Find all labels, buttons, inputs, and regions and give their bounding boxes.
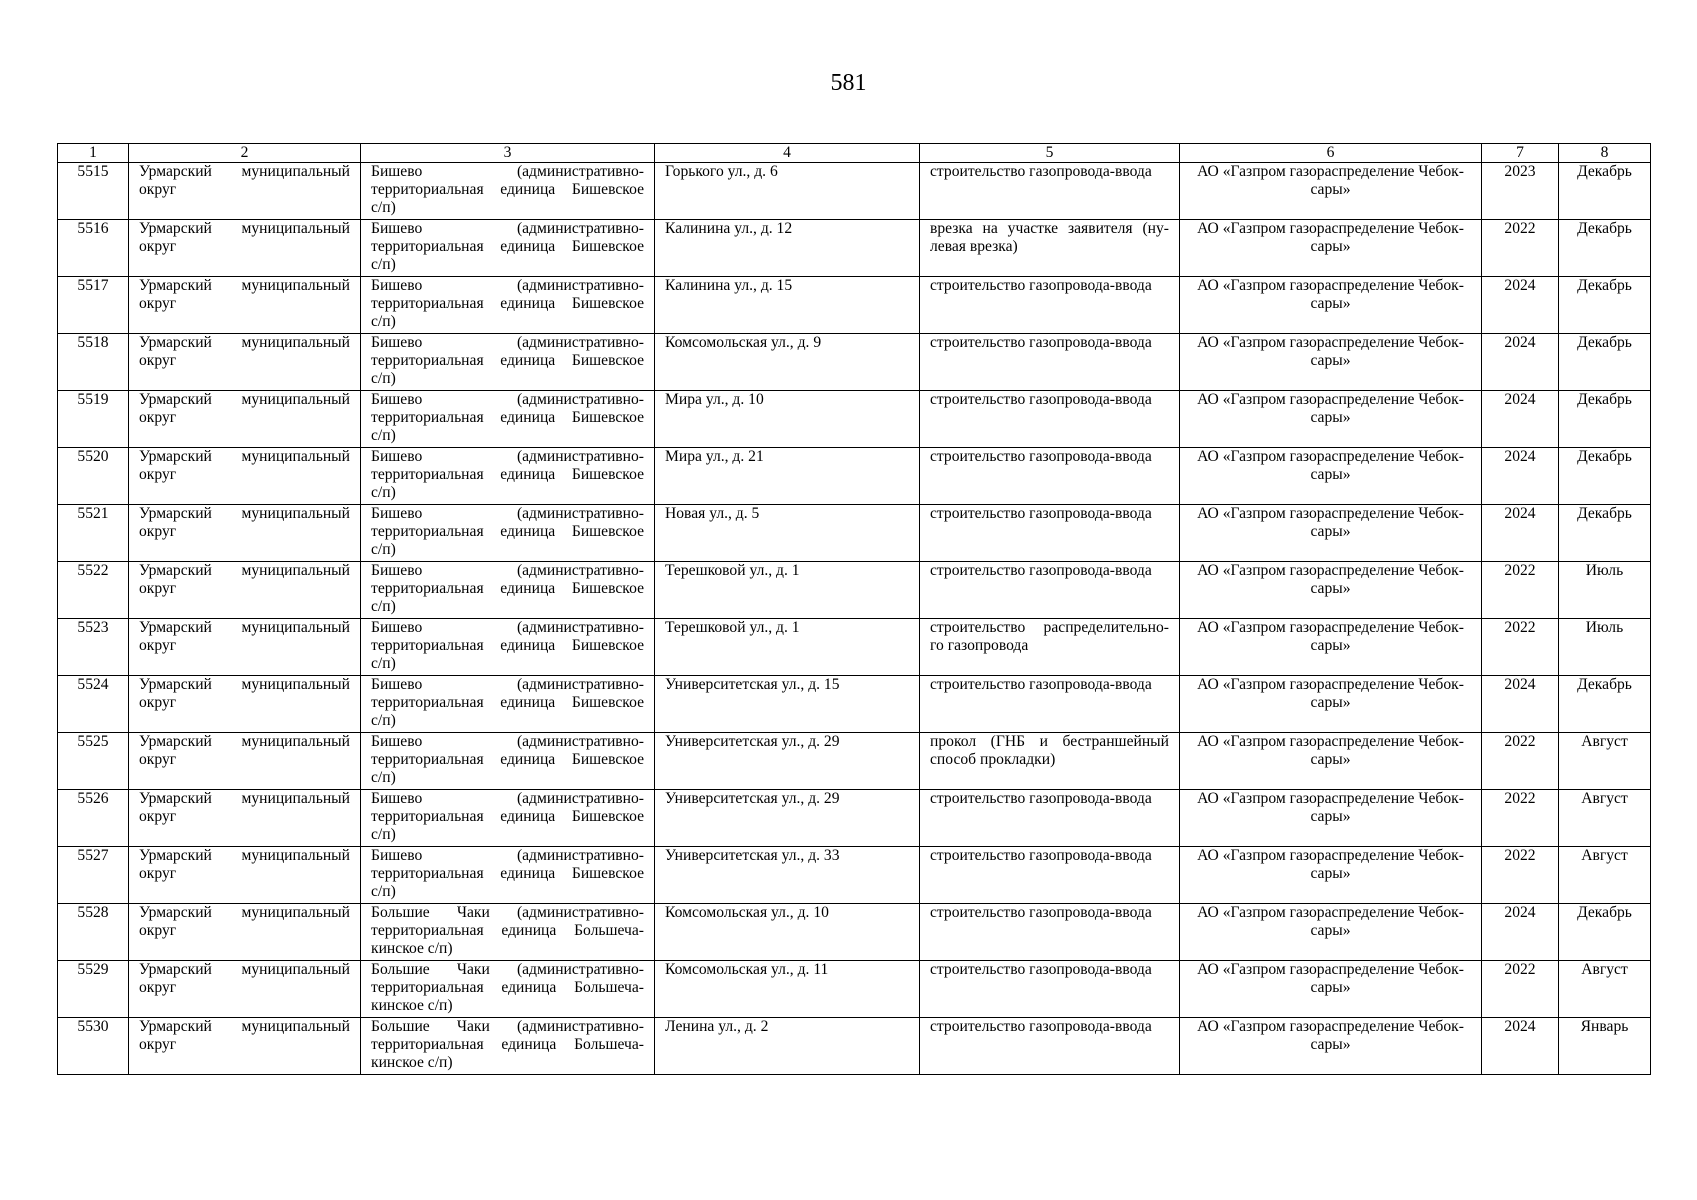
work-type-cell [920,277,1180,334]
settlement-cell [361,562,655,619]
register-table [57,143,1651,1075]
district-line: округ [139,523,177,540]
address-cell: Комсомольская ул., д. 11 [655,961,920,1018]
work-type-line: строительство газопровода-ввода [930,562,1152,579]
settlement-cell [361,1018,655,1075]
settlement-line: территориальная единица Бишевское [371,295,644,312]
year-cell: 2022 [1482,733,1559,790]
settlement-line: с/п) [371,541,396,558]
settlement-cell [361,790,655,847]
organization-line: сары» [1310,979,1351,996]
settlement-line: Бишево (административно- [371,391,644,408]
table-row [58,163,1651,220]
district-line: Урмарский муниципальный [139,505,350,522]
year-cell: 2022 [1482,619,1559,676]
year-cell: 2023 [1482,163,1559,220]
settlement-line: с/п) [371,883,396,900]
settlement-line: кинское с/п) [371,940,453,957]
district-line: округ [139,1036,177,1053]
month-cell: Декабрь [1559,448,1651,505]
row-number: 5527 [58,847,129,904]
table-row [58,676,1651,733]
year-cell: 2024 [1482,334,1559,391]
district-cell [129,220,361,277]
table-row [58,562,1651,619]
district-line: округ [139,352,177,369]
month-cell: Декабрь [1559,676,1651,733]
address-cell: Калинина ул., д. 15 [655,277,920,334]
month-cell: Август [1559,733,1651,790]
address-cell: Мира ул., д. 10 [655,391,920,448]
year-cell: 2024 [1482,676,1559,733]
settlement-line: с/п) [371,199,396,216]
district-cell [129,448,361,505]
organization-line: сары» [1310,295,1351,312]
month-cell: Август [1559,961,1651,1018]
district-cell [129,904,361,961]
organization-cell [1180,790,1482,847]
district-line: Урмарский муниципальный [139,163,350,180]
settlement-cell [361,220,655,277]
settlement-cell [361,334,655,391]
row-number: 5519 [58,391,129,448]
settlement-line: Бишево (административно- [371,163,644,180]
row-number: 5526 [58,790,129,847]
work-type-cell [920,676,1180,733]
work-type-cell [920,448,1180,505]
table-row [58,733,1651,790]
month-cell: Декабрь [1559,277,1651,334]
settlement-line: с/п) [371,826,396,843]
settlement-line: с/п) [371,427,396,444]
year-cell: 2024 [1482,391,1559,448]
work-type-line: строительство газопровода-ввода [930,277,1152,294]
work-type-line: строительство газопровода-ввода [930,961,1152,978]
organization-cell [1180,676,1482,733]
district-cell [129,619,361,676]
row-number: 5521 [58,505,129,562]
header-col-8: 8 [1559,144,1651,163]
district-line: округ [139,751,177,768]
address-cell: Горького ул., д. 6 [655,163,920,220]
table-row [58,961,1651,1018]
organization-line: сары» [1310,922,1351,939]
year-cell: 2022 [1482,562,1559,619]
organization-cell [1180,904,1482,961]
district-cell [129,334,361,391]
settlement-line: кинское с/п) [371,1054,453,1071]
year-cell: 2022 [1482,961,1559,1018]
district-line: округ [139,466,177,483]
organization-line: сары» [1310,1036,1351,1053]
settlement-line: территориальная единица Большеча- [371,979,644,996]
settlement-line: с/п) [371,256,396,273]
header-col-3: 3 [361,144,655,163]
work-type-line: строительство газопровода-ввода [930,1018,1152,1035]
header-col-7: 7 [1482,144,1559,163]
settlement-line: территориальная единица Бишевское [371,808,644,825]
settlement-line: Бишево (административно- [371,505,644,522]
district-line: Урмарский муниципальный [139,790,350,807]
table-row [58,619,1651,676]
year-cell: 2022 [1482,847,1559,904]
organization-line: сары» [1310,865,1351,882]
settlement-line: с/п) [371,712,396,729]
address-cell: Мира ул., д. 21 [655,448,920,505]
month-cell: Июль [1559,562,1651,619]
month-cell: Декабрь [1559,391,1651,448]
settlement-line: Бишево (административно- [371,220,644,237]
work-type-line: строительство газопровода-ввода [930,505,1152,522]
organization-line: АО «Газпром газораспределение Чебок- [1197,562,1464,579]
row-number: 5530 [58,1018,129,1075]
settlement-cell [361,733,655,790]
organization-line: сары» [1310,466,1351,483]
district-line: Урмарский муниципальный [139,448,350,465]
address-cell: Комсомольская ул., д. 10 [655,904,920,961]
settlement-line: территориальная единица Бишевское [371,637,644,654]
organization-cell [1180,220,1482,277]
year-cell: 2024 [1482,277,1559,334]
settlement-cell [361,163,655,220]
organization-cell [1180,163,1482,220]
address-cell: Комсомольская ул., д. 9 [655,334,920,391]
organization-cell [1180,505,1482,562]
settlement-line: Бишево (административно- [371,619,644,636]
organization-line: АО «Газпром газораспределение Чебок- [1197,334,1464,351]
work-type-cell [920,562,1180,619]
month-cell: Август [1559,847,1651,904]
district-cell [129,505,361,562]
work-type-cell [920,961,1180,1018]
district-line: округ [139,808,177,825]
organization-cell [1180,961,1482,1018]
settlement-line: Бишево (административно- [371,733,644,750]
organization-line: сары» [1310,523,1351,540]
year-cell: 2024 [1482,505,1559,562]
settlement-line: с/п) [371,655,396,672]
year-cell: 2022 [1482,790,1559,847]
table-row [58,505,1651,562]
settlement-line: Бишево (административно- [371,790,644,807]
table-row [58,1018,1651,1075]
settlement-cell [361,847,655,904]
row-number: 5525 [58,733,129,790]
work-type-line: способ прокладки) [930,751,1056,768]
address-cell: Калинина ул., д. 12 [655,220,920,277]
organization-cell [1180,334,1482,391]
organization-line: АО «Газпром газораспределение Чебок- [1197,277,1464,294]
month-cell: Декабрь [1559,505,1651,562]
district-line: Урмарский муниципальный [139,676,350,693]
settlement-line: Большие Чаки (административно- [371,961,644,978]
settlement-line: территориальная единица Большеча- [371,922,644,939]
district-line: Урмарский муниципальный [139,220,350,237]
row-number: 5516 [58,220,129,277]
address-cell: Университетская ул., д. 15 [655,676,920,733]
work-type-cell [920,220,1180,277]
month-cell: Июль [1559,619,1651,676]
month-cell: Декабрь [1559,334,1651,391]
table-row [58,790,1651,847]
organization-line: сары» [1310,808,1351,825]
settlement-line: с/п) [371,313,396,330]
settlement-cell [361,619,655,676]
settlement-line: территориальная единица Бишевское [371,466,644,483]
district-cell [129,277,361,334]
settlement-line: Бишево (административно- [371,847,644,864]
district-line: округ [139,580,177,597]
table-row [58,847,1651,904]
work-type-line: строительство газопровода-ввода [930,334,1152,351]
organization-line: АО «Газпром газораспределение Чебок- [1197,790,1464,807]
district-line: Урмарский муниципальный [139,904,350,921]
district-line: округ [139,637,177,654]
organization-line: АО «Газпром газораспределение Чебок- [1197,163,1464,180]
settlement-line: кинское с/п) [371,997,453,1014]
table-row [58,448,1651,505]
organization-cell [1180,1018,1482,1075]
organization-line: сары» [1310,409,1351,426]
header-col-6: 6 [1180,144,1482,163]
work-type-cell [920,391,1180,448]
district-cell [129,847,361,904]
settlement-cell [361,505,655,562]
row-number: 5517 [58,277,129,334]
month-cell: Август [1559,790,1651,847]
settlement-line: территориальная единица Бишевское [371,409,644,426]
settlement-line: Бишево (административно- [371,676,644,693]
table-row [58,220,1651,277]
header-col-4: 4 [655,144,920,163]
district-cell [129,733,361,790]
address-cell: Университетская ул., д. 33 [655,847,920,904]
settlement-line: территориальная единица Бишевское [371,352,644,369]
district-cell [129,391,361,448]
month-cell: Январь [1559,1018,1651,1075]
work-type-line: строительство газопровода-ввода [930,391,1152,408]
header-row [58,144,1651,163]
settlement-cell [361,448,655,505]
district-line: Урмарский муниципальный [139,1018,350,1035]
organization-line: АО «Газпром газораспределение Чебок- [1197,619,1464,636]
district-line: Урмарский муниципальный [139,391,350,408]
settlement-line: Бишево (административно- [371,448,644,465]
district-line: округ [139,694,177,711]
organization-line: сары» [1310,580,1351,597]
settlement-line: с/п) [371,598,396,615]
table-row [58,391,1651,448]
month-cell: Декабрь [1559,904,1651,961]
district-line: Урмарский муниципальный [139,334,350,351]
address-cell: Университетская ул., д. 29 [655,733,920,790]
work-type-line: строительство газопровода-ввода [930,448,1152,465]
work-type-cell [920,505,1180,562]
district-line: округ [139,979,177,996]
work-type-line: строительство газопровода-ввода [930,676,1152,693]
organization-line: АО «Газпром газораспределение Чебок- [1197,1018,1464,1035]
work-type-line: левая врезка) [930,238,1018,255]
work-type-cell [920,733,1180,790]
organization-cell [1180,847,1482,904]
organization-cell [1180,448,1482,505]
address-cell: Университетская ул., д. 29 [655,790,920,847]
row-number: 5520 [58,448,129,505]
settlement-line: Большие Чаки (административно- [371,1018,644,1035]
table-row [58,277,1651,334]
organization-line: АО «Газпром газораспределение Чебок- [1197,676,1464,693]
settlement-line: территориальная единица Бишевское [371,181,644,198]
settlement-line: Бишево (административно- [371,562,644,579]
settlement-line: Бишево (административно- [371,334,644,351]
organization-cell [1180,562,1482,619]
work-type-cell [920,904,1180,961]
district-line: округ [139,409,177,426]
row-number: 5518 [58,334,129,391]
page-number: 581 [830,70,867,96]
year-cell: 2024 [1482,448,1559,505]
row-number: 5523 [58,619,129,676]
district-line: округ [139,865,177,882]
settlement-line: Бишево (административно- [371,277,644,294]
work-type-line: врезка на участке заявителя (ну- [930,220,1169,237]
settlement-line: с/п) [371,484,396,501]
district-line: округ [139,181,177,198]
organization-line: АО «Газпром газораспределение Чебок- [1197,904,1464,921]
row-number: 5515 [58,163,129,220]
header-col-2: 2 [129,144,361,163]
row-number: 5522 [58,562,129,619]
settlement-line: территориальная единица Бишевское [371,523,644,540]
organization-cell [1180,391,1482,448]
district-line: Урмарский муниципальный [139,847,350,864]
district-cell [129,562,361,619]
organization-cell [1180,619,1482,676]
organization-line: сары» [1310,352,1351,369]
address-cell: Терешковой ул., д. 1 [655,619,920,676]
settlement-cell [361,961,655,1018]
district-line: округ [139,238,177,255]
district-cell [129,1018,361,1075]
row-number: 5529 [58,961,129,1018]
header-col-1: 1 [58,144,129,163]
district-line: Урмарский муниципальный [139,961,350,978]
district-line: округ [139,295,177,312]
work-type-cell [920,334,1180,391]
settlement-cell [361,277,655,334]
work-type-cell [920,790,1180,847]
work-type-line: строительство газопровода-ввода [930,790,1152,807]
year-cell: 2022 [1482,220,1559,277]
work-type-line: строительство газопровода-ввода [930,847,1152,864]
organization-line: сары» [1310,694,1351,711]
address-cell: Терешковой ул., д. 1 [655,562,920,619]
year-cell: 2024 [1482,904,1559,961]
settlement-line: территориальная единица Бишевское [371,694,644,711]
row-number: 5524 [58,676,129,733]
work-type-line: строительство газопровода-ввода [930,163,1152,180]
organization-line: АО «Газпром газораспределение Чебок- [1197,505,1464,522]
table-row [58,904,1651,961]
work-type-line: строительство газопровода-ввода [930,904,1152,921]
district-line: Урмарский муниципальный [139,733,350,750]
district-line: Урмарский муниципальный [139,562,350,579]
district-line: Урмарский муниципальный [139,277,350,294]
settlement-line: территориальная единица Бишевское [371,751,644,768]
header-col-5: 5 [920,144,1180,163]
settlement-line: с/п) [371,769,396,786]
organization-line: АО «Газпром газораспределение Чебок- [1197,847,1464,864]
month-cell: Декабрь [1559,163,1651,220]
work-type-cell [920,619,1180,676]
district-cell [129,163,361,220]
table-row [58,334,1651,391]
district-line: округ [139,922,177,939]
organization-line: АО «Газпром газораспределение Чебок- [1197,220,1464,237]
work-type-cell [920,847,1180,904]
settlement-cell [361,391,655,448]
address-cell: Ленина ул., д. 2 [655,1018,920,1075]
organization-cell [1180,733,1482,790]
settlement-line: территориальная единица Бишевское [371,580,644,597]
month-cell: Декабрь [1559,220,1651,277]
organization-line: сары» [1310,637,1351,654]
organization-line: АО «Газпром газораспределение Чебок- [1197,961,1464,978]
organization-line: сары» [1310,181,1351,198]
district-line: Урмарский муниципальный [139,619,350,636]
row-number: 5528 [58,904,129,961]
organization-line: АО «Газпром газораспределение Чебок- [1197,391,1464,408]
organization-line: АО «Газпром газораспределение Чебок- [1197,448,1464,465]
district-cell [129,676,361,733]
organization-line: сары» [1310,751,1351,768]
work-type-cell [920,163,1180,220]
settlement-line: территориальная единица Бишевское [371,238,644,255]
work-type-line: строительство распределительно- [930,619,1169,636]
settlement-cell [361,904,655,961]
district-cell [129,790,361,847]
settlement-line: территориальная единица Большеча- [371,1036,644,1053]
settlement-cell [361,676,655,733]
address-cell: Новая ул., д. 5 [655,505,920,562]
year-cell: 2024 [1482,1018,1559,1075]
work-type-line: прокол (ГНБ и бестраншейный [930,733,1169,750]
organization-cell [1180,277,1482,334]
settlement-line: территориальная единица Бишевское [371,865,644,882]
settlement-line: с/п) [371,370,396,387]
work-type-cell [920,1018,1180,1075]
organization-line: сары» [1310,238,1351,255]
work-type-line: го газопровода [930,637,1029,654]
district-cell [129,961,361,1018]
settlement-line: Большие Чаки (административно- [371,904,644,921]
organization-line: АО «Газпром газораспределение Чебок- [1197,733,1464,750]
